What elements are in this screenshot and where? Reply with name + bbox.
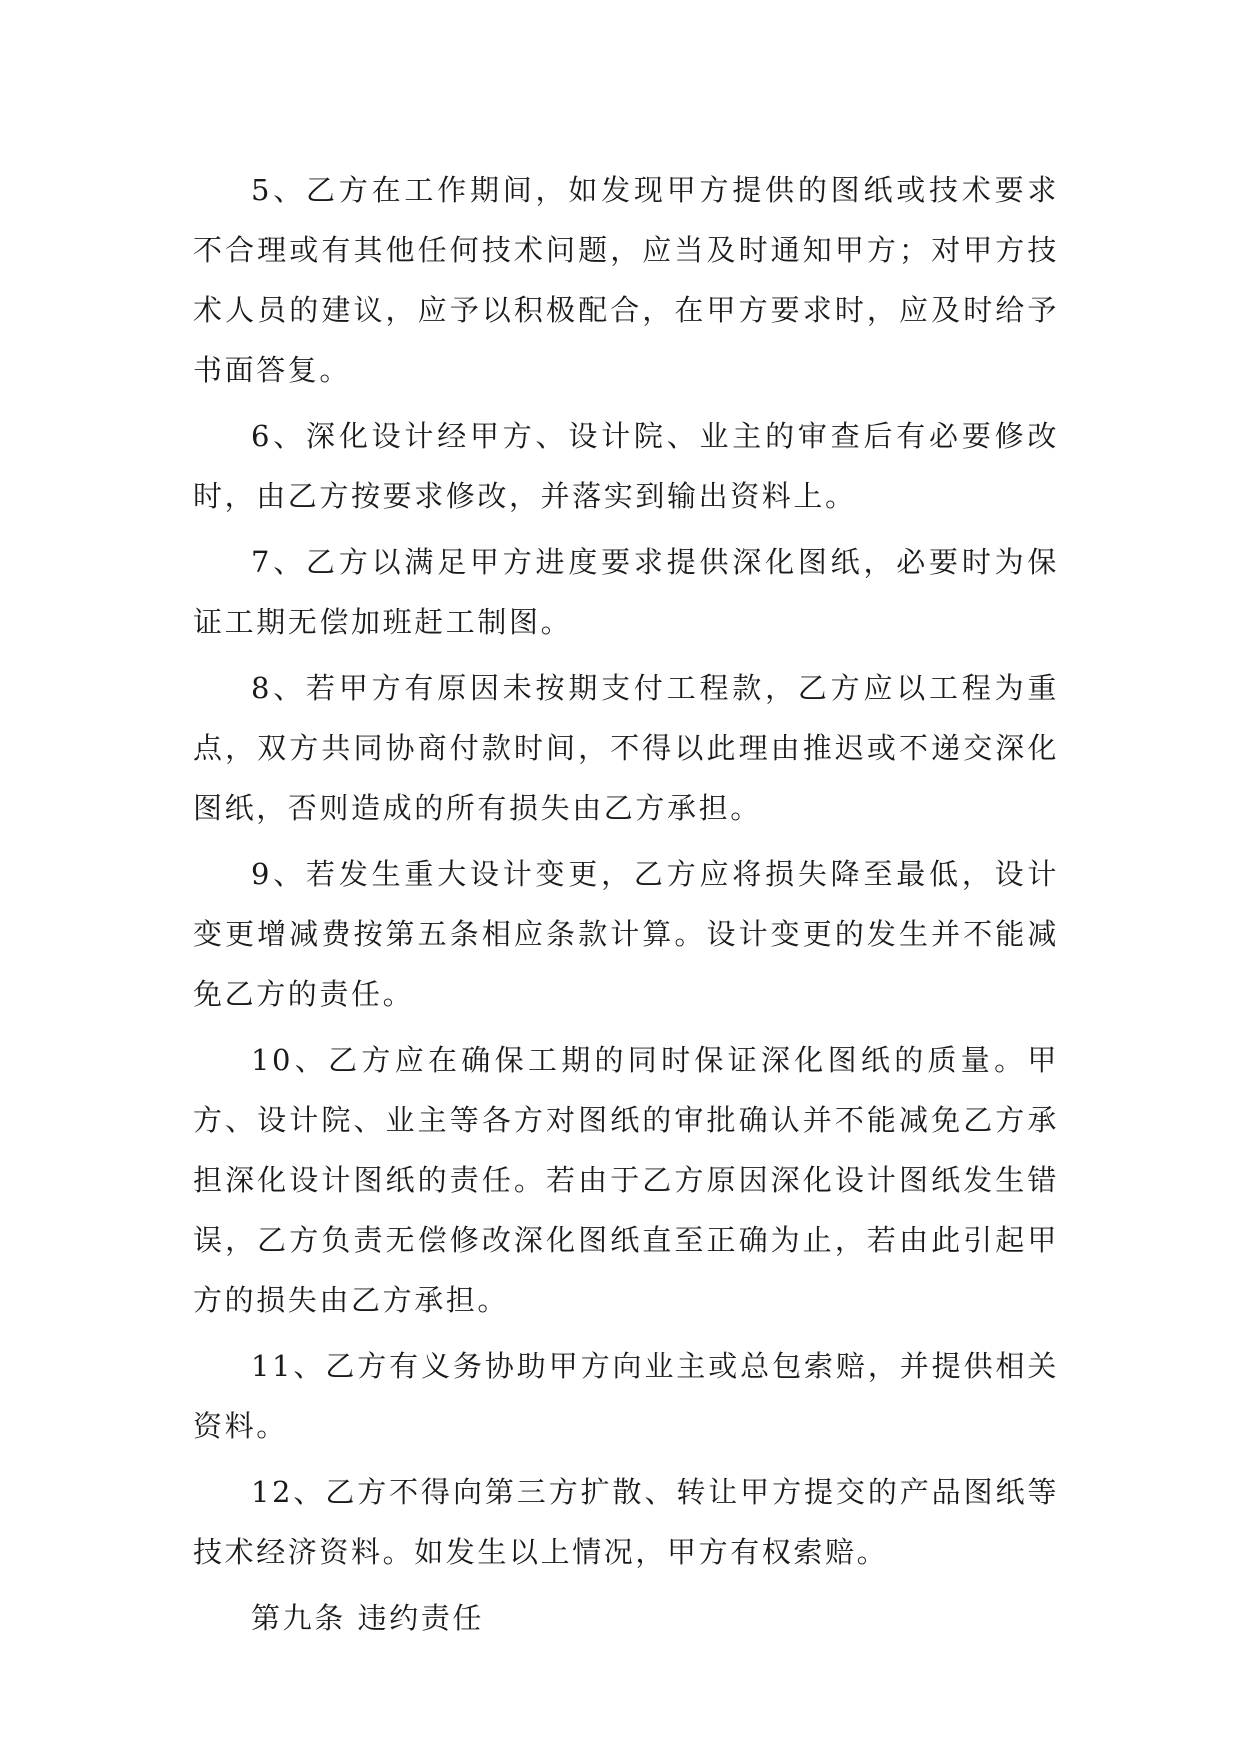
clause-9-paragraph: 9、若发生重大设计变更，乙方应将损失降至最低，设计变更增减费按第五条相应条款计算。设计变更的发生并不能减免乙方的责任。 — [193, 857, 1059, 1011]
clause-7-paragraph: 7、乙方以满足甲方进度要求提供深化图纸，必要时为保证工期无偿加班赶工制图。 — [193, 545, 1059, 639]
clause-10-paragraph: 10、乙方应在确保工期的同时保证深化图纸的质量。甲方、设计院、业主等各方对图纸的审批确认并不能减免乙方承担深化设计图纸的责任。若由于乙方原因深化设计图纸发生错误，乙方负责无偿修改深化图纸直至正确为止，若由此引起甲方的损失由乙方承担。 — [193, 1043, 1059, 1317]
clause-11-paragraph: 11、乙方有义务协助甲方向业主或总包索赔，并提供相关资料。 — [193, 1349, 1059, 1443]
clause-12-paragraph: 12、乙方不得向第三方扩散、转让甲方提交的产品图纸等技术经济资料。如发生以上情况，甲方有权索赔。 — [193, 1475, 1059, 1569]
clause-6-paragraph: 6、深化设计经甲方、设计院、业主的审查后有必要修改时，由乙方按要求修改，并落实到输出资料上。 — [193, 419, 1059, 513]
document-page — [193, 160, 1059, 1648]
section-heading: 第九条 违约责任 — [251, 1601, 485, 1635]
clause-5-paragraph: 5、乙方在工作期间，如发现甲方提供的图纸或技术要求不合理或有其他任何技术问题，应当及时通知甲方；对甲方技术人员的建议，应予以积极配合，在甲方要求时，应及时给予书面答复。 — [193, 173, 1059, 387]
clause-8-paragraph: 8、若甲方有原因未按期支付工程款，乙方应以工程为重点，双方共同协商付款时间，不得以此理由推迟或不递交深化图纸，否则造成的所有损失由乙方承担。 — [193, 671, 1059, 825]
